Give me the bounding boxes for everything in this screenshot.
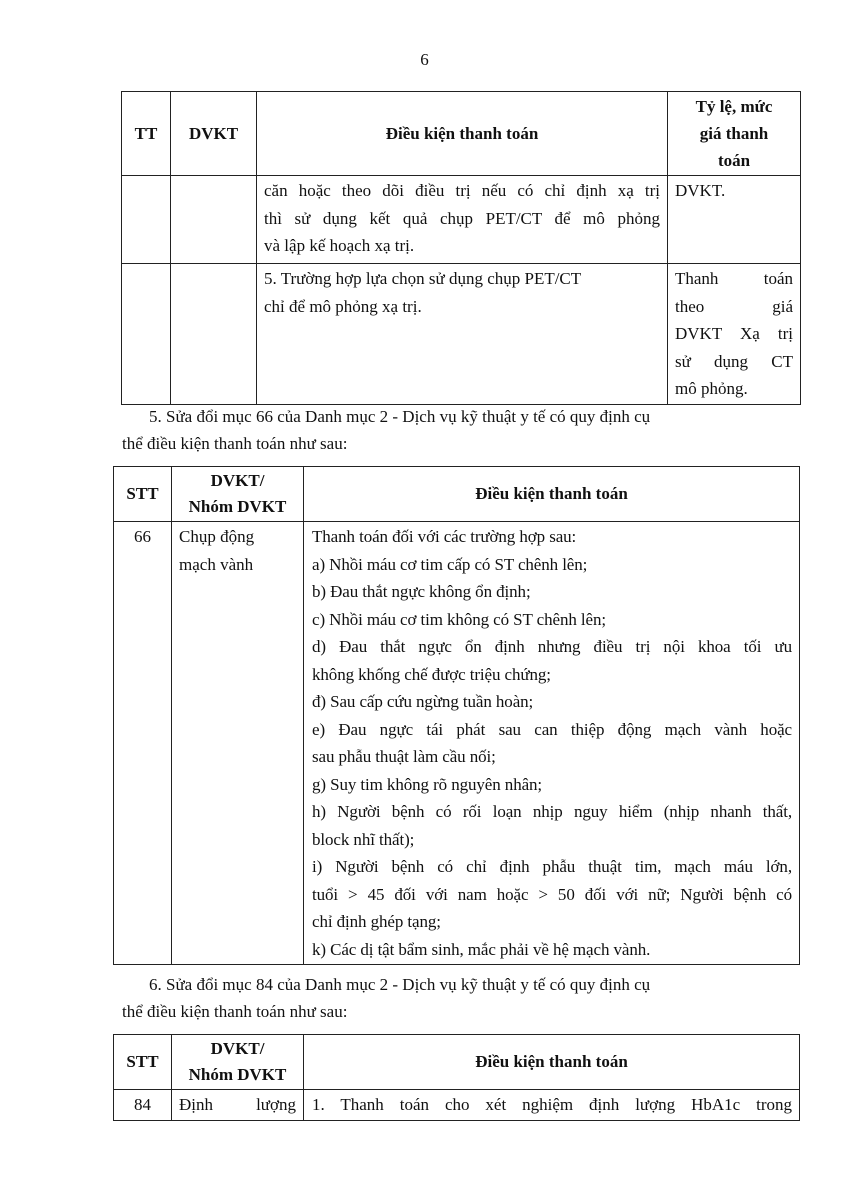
table-item-66 — [113, 466, 800, 965]
cell-rate: Thanh toán theo giá DVKT Xạ trị sử dụng CT mô phỏng. — [668, 264, 801, 405]
header-condition: Điều kiện thanh toán — [304, 1035, 800, 1090]
cell-dvkt: Chụp động mạch vành — [172, 522, 304, 965]
table-row — [114, 522, 800, 965]
page-number: 6 — [420, 50, 429, 69]
cell-condition: căn hoặc theo dõi điều trị nếu có chỉ định xạ trị thì sử dụng kết quả chụp PET/CT để mô phỏng và lập kế hoạch xạ trị. — [257, 176, 668, 264]
header-dvkt: DVKT/ Nhóm DVKT — [172, 1035, 304, 1090]
cell-tt — [122, 176, 171, 264]
paragraph-amend-66: 5. Sửa đổi mục 66 của Danh mục 2 - Dịch vụ kỹ thuật y tế có quy định cụ thể điều kiện thanh toán như sau: — [122, 407, 651, 453]
header-condition: Điều kiện thanh toán — [304, 467, 800, 522]
table-row — [122, 176, 801, 264]
table-continuation — [121, 91, 801, 405]
cell-tt — [122, 264, 171, 405]
header-rate: Tỷ lệ, mức giá thanh toán — [668, 92, 801, 176]
cell-condition: 5. Trường hợp lựa chọn sử dụng chụp PET/CT chỉ để mô phỏng xạ trị. — [257, 264, 668, 405]
header-condition: Điều kiện thanh toán — [257, 92, 668, 176]
cell-condition: Thanh toán đối với các trường hợp sau: a) Nhồi máu cơ tim cấp có ST chênh lên; b) Đau thắt ngực không ổn định; c) Nhồi máu cơ tim không có ST chênh lên; d) Đau thắt ngực ổn định nhưng điều trị nội khoa tối ưu không khống chế được triệu chứng; đ) Sau cấp cứu ngừng tuần hoàn; e) Đau ngực tái phát sau can thiệp động mạch vành hoặc sau phẫu thuật làm cầu nối; g) Suy tim không rõ nguyên nhân; h) Người bệnh có rối loạn nhịp nguy hiểm (nhịp nhanh thất, block nhĩ thất); i) Người bệnh có chỉ định phẫu thuật tim, mạch máu lớn, tuổi > 45 đối với nam hoặc > 50 đối với nữ; Người bệnh có chỉ định ghép tạng; k) Các dị tật bẩm sinh, mắc phải về hệ mạch vành. — [304, 522, 800, 965]
cell-rate: DVKT. — [668, 176, 801, 264]
table-header-row — [114, 1035, 800, 1090]
table-row — [114, 1090, 800, 1121]
header-dvkt: DVKT/ Nhóm DVKT — [172, 467, 304, 522]
cell-dvkt — [171, 264, 257, 405]
header-stt: STT — [114, 1035, 172, 1090]
table-row — [122, 264, 801, 405]
table-header-row — [114, 467, 800, 522]
table-header-row — [122, 92, 801, 176]
cell-dvkt — [171, 176, 257, 264]
cell-stt: 66 — [114, 522, 172, 965]
cell-dvkt: Định lượng — [172, 1090, 304, 1121]
paragraph-amend-84: 6. Sửa đổi mục 84 của Danh mục 2 - Dịch vụ kỹ thuật y tế có quy định cụ thể điều kiện thanh toán như sau: — [122, 975, 651, 1021]
cell-stt: 84 — [114, 1090, 172, 1121]
header-dvkt: DVKT — [171, 92, 257, 176]
header-stt: STT — [114, 467, 172, 522]
cell-condition: 1. Thanh toán cho xét nghiệm định lượng HbA1c trong — [304, 1090, 800, 1121]
header-tt: TT — [122, 92, 171, 176]
table-item-84 — [113, 1034, 800, 1121]
